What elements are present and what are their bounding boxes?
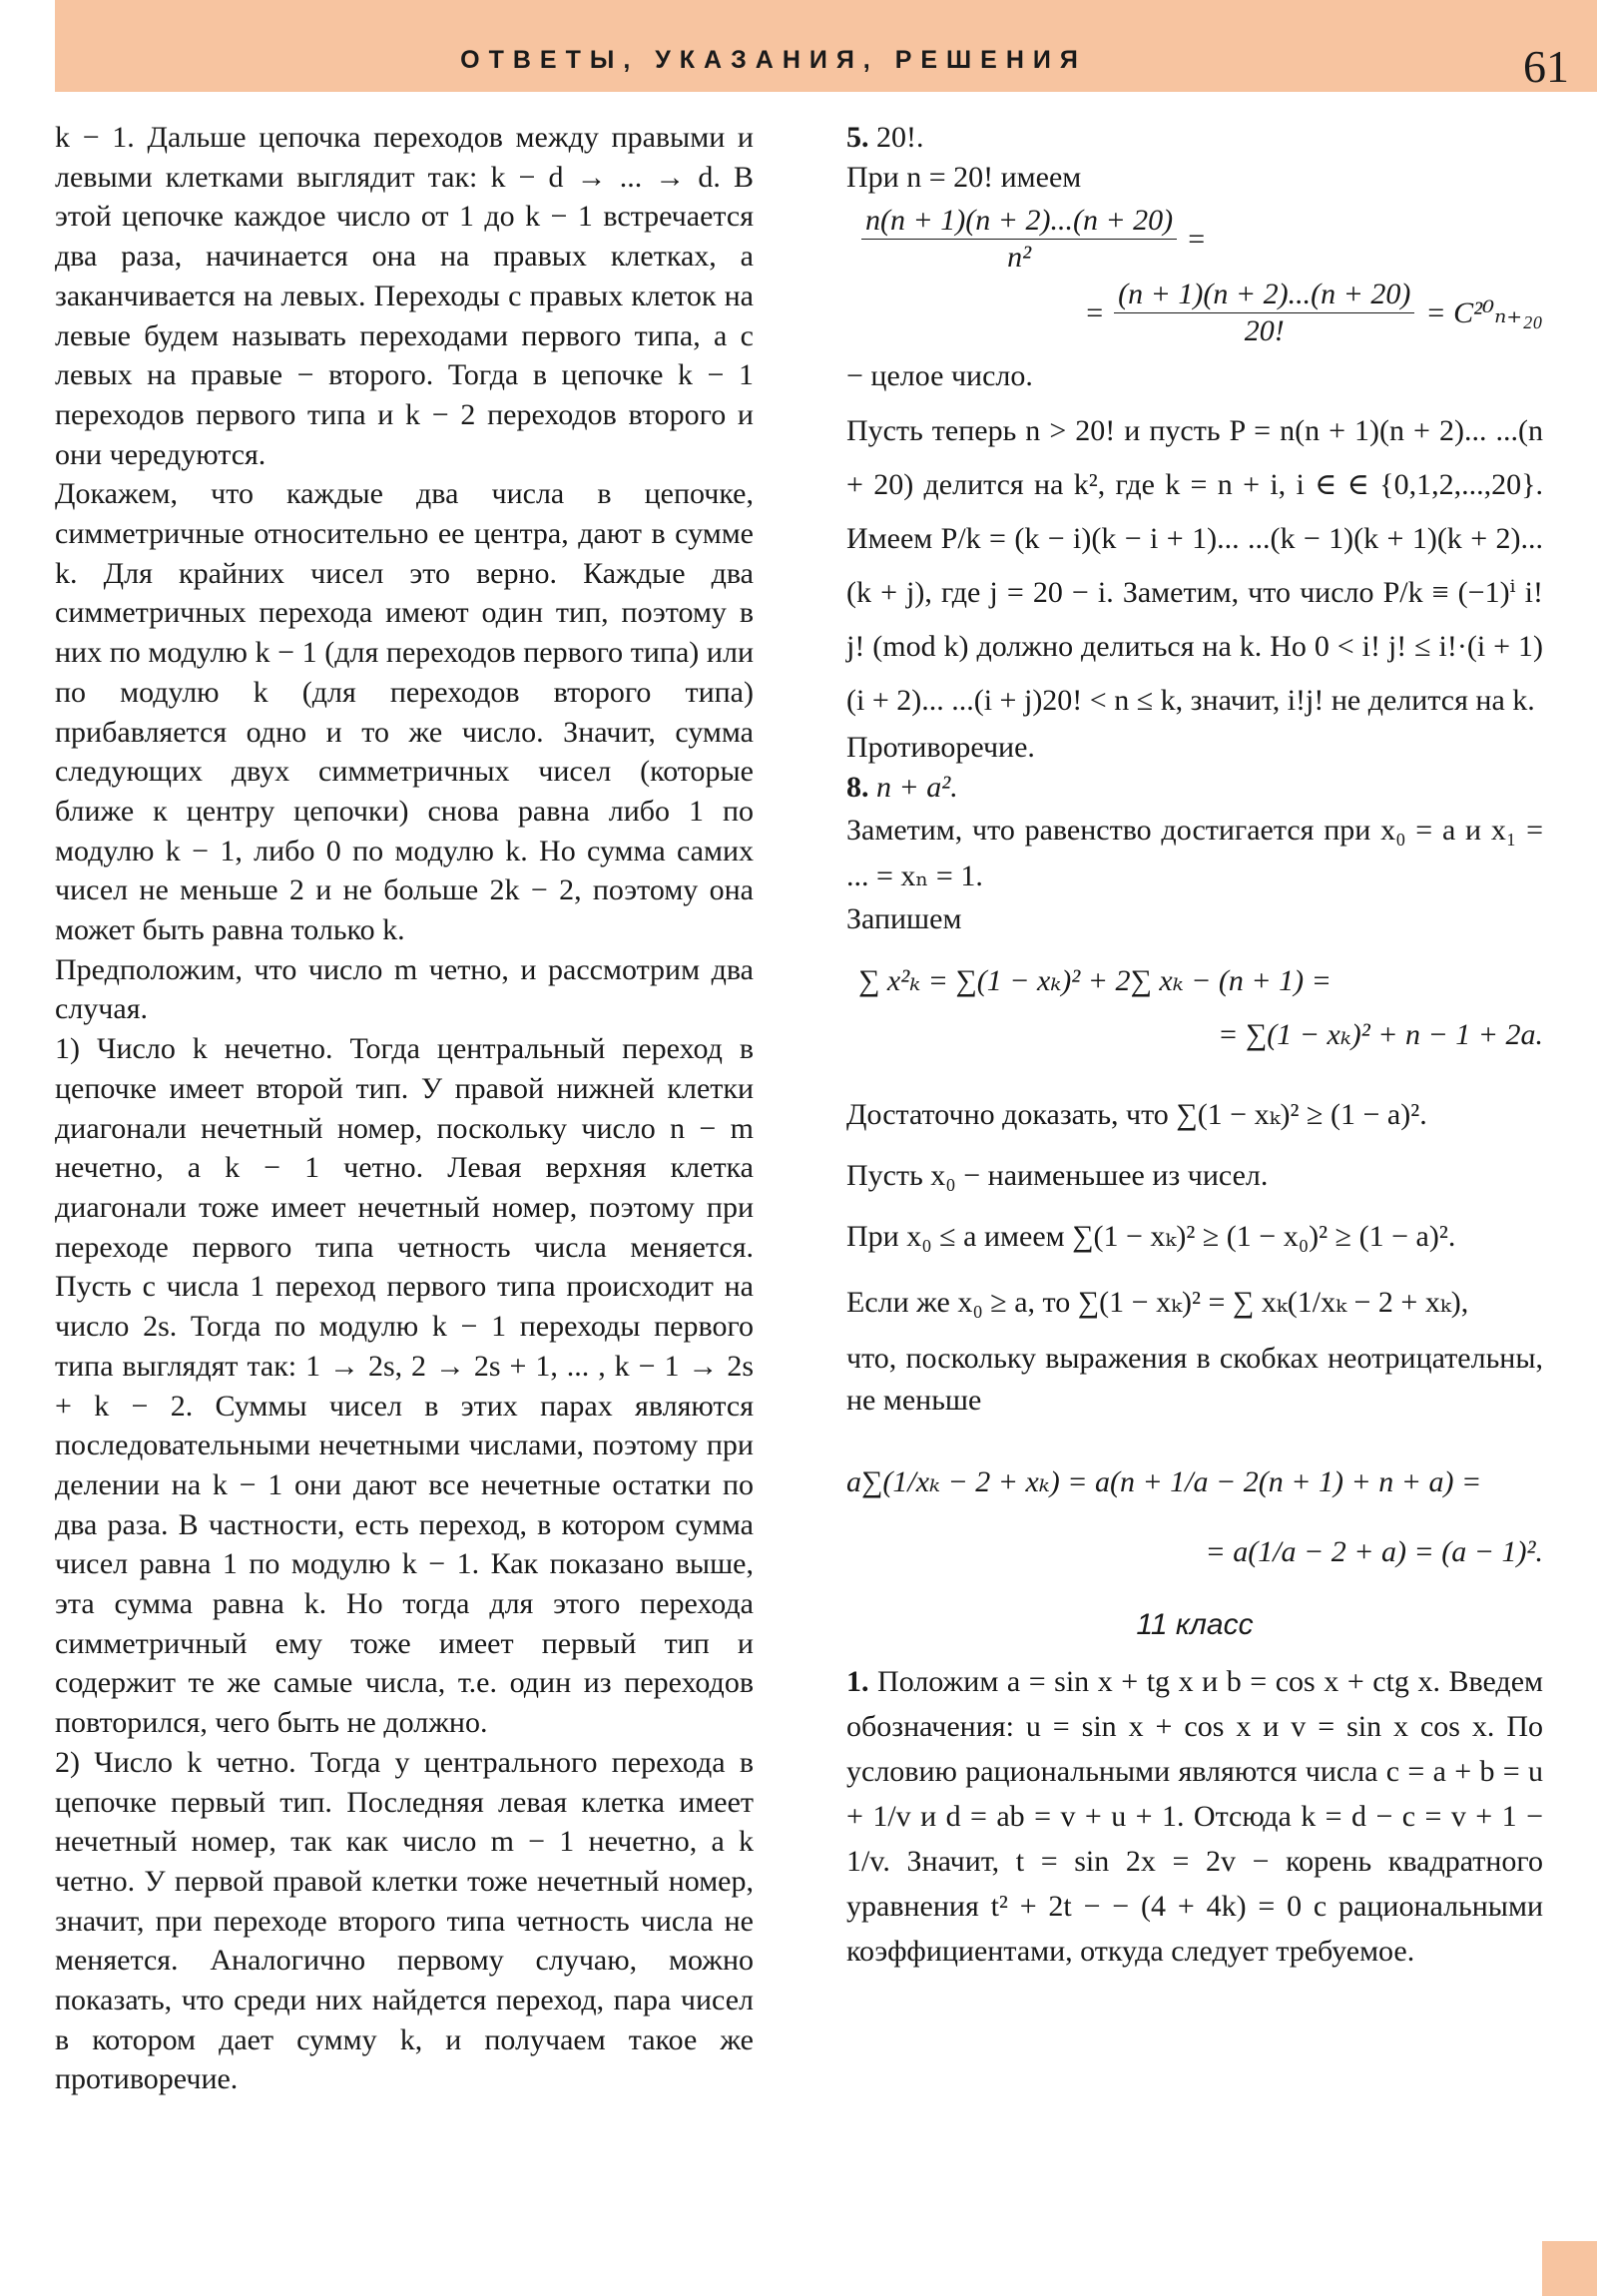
left-paragraph-5: 2) Число k четно. Тогда у центрального перехода в цепочке первый тип. Последняя левая клетка имеет нечетный номер, так как число m − 1 нечетно, а k четно. У первой правой клетки тоже нечетный номер, значит, при переходе второго типа четность числа не меняется. Аналогично первому случаю, можно показать, что среди них найдется переход, пара чисел в котором дает сумму k, и получаем такое же противоречие. bbox=[55, 1745, 754, 2096]
problem-5-number: 5. bbox=[846, 121, 869, 154]
left-paragraph-4: 1) Число k нечетно. Тогда центральный переход в цепочке имеет второй тип. У правой нижней клетки диагонали нечетный номер, поскольку число n − m нечетно, а k − 1 четно. Левая верхняя клетка диагонали тоже имеет нечетный номер, поэтому при переходе первого типа четность числа меняется. Пусть с числа 1 переход первого типа происходит на число 2s. Тогда по модулю k − 1 переходы первого типа выглядят так: 1 → 2s, 2 → 2s + 1, ... , k − 1 → 2s + k − 2. Суммы чисел в этих парах являются последовательными нечетными числами, поэтому при делении на k − 1 они дают все нечетные остатки по два раза. В частности, есть переход, в котором сумма чисел равна 1 по модулю k − 1. Как показано выше, эта сумма равна k. Но тогда для этого перехода симметричный ему тоже имеет первый тип и содержит те же самые числа, т.е. один из переходов повторился, чего быть не должно. bbox=[55, 1032, 754, 1740]
page-header bbox=[55, 0, 1597, 92]
formula-3b: = a(1/a − 2 + a) = (a − 1)². bbox=[1205, 1535, 1543, 1569]
problem-8-line-7: что, поскольку выражения в скобках неотрицательны, не меньше bbox=[846, 1342, 1543, 1418]
formula-3a: a∑(1/xₖ − 2 + xₖ) = a(n + 1/a − 2(n + 1) + n + a) = bbox=[846, 1465, 1482, 1499]
problem-5-paragraph: Пусть теперь n > 20! и пусть P = n(n + 1)(n + 2)... ...(n + 20) делится на k², где k = n + i, i ∈ ∈ {0,1,2,...,20}. Имеем P/k = (k − i)(k − i + 1)... ...(k − 1)(k + 1)(k + 2)...(k + j), где j = 20 − i. Заметим, что число P/k ≡ (−1)ⁱ i! j! (mod k) должно делиться на k. Но 0 < i! j! ≤ i!·(i + 1)(i + 2)... ...(i + j)20! < n ≤ k, значит, i!j! не делится на k. bbox=[846, 414, 1543, 718]
problem-8-line-1: Заметим, что равенство достигается при x₀ = a и x₁ = ... = xₙ = 1. bbox=[846, 813, 1543, 892]
problem-5-line-1: При n = 20! имеем bbox=[846, 160, 1082, 194]
problem-5-conclusion: Противоречие. bbox=[846, 731, 1035, 765]
section-heading: 11 класс bbox=[1136, 1608, 1254, 1642]
running-title: ОТВЕТЫ, УКАЗАНИЯ, РЕШЕНИЯ bbox=[460, 46, 1087, 74]
left-column bbox=[55, 118, 754, 2099]
left-paragraph-1: k − 1. Дальше цепочка переходов между правыми и левыми клетками выглядит так: k − d → ... → d. В этой цепочке каждое число от 1 до k − 1 встречается два раза, начинается она на правых клетках, а заканчивается на левых. Переходы с правых клеток на левые будем называть переходами первого типа, а с левых на правые − второго. Тогда в цепочке k − 1 переходов первого типа и k − 2 переходов второго и они чередуются. bbox=[55, 121, 754, 471]
page-edge-tab bbox=[1542, 2241, 1597, 2296]
problem-1-paragraph: 1. Положим a = sin x + tg x и b = cos x + ctg x. Введем обозначения: u = sin x + cos x и v = sin x cos x. По условию рациональными являются числа c = a + b = u + 1/v и d = ab = v + u + 1. Отсюда k = d − c = v + 1 − 1/v. Значит, t = sin 2x = 2v − корень квадратного уравнения t² + 2t − − (4 + 4k) = 0 с рациональными коэффициентами, откуда следует требуемое. bbox=[846, 1664, 1543, 1968]
problem-1-number: 1. bbox=[846, 1664, 869, 1698]
problem-8-line-5: При x₀ ≤ a имеем ∑(1 − xₖ)² ≥ (1 − x₀)² ≥ (1 − a)². bbox=[846, 1220, 1456, 1254]
left-paragraph-2: Докажем, что каждые два числа в цепочке, симметричные относительно ее центра, дают в сумме k. Для крайних чисел это верно. Каждые два симметричных перехода имеют один тип, поэтому в них по модулю k − 1 (для переходов первого типа) или по модулю k (для переходов второго типа) прибавляется одно и то же число. Значит, сумма следующих двух симметричных чисел (которые ближе к центру цепочки) снова равна либо 1 по модулю k − 1, либо 0 по модулю k. Но сумма самих чисел не меньше 2 и не больше 2k − 2, поэтому она может быть равна только k. bbox=[55, 477, 754, 947]
formula-1a: $\frac{n(n + 1)(n + 2)...(n + 20)}{\text{n²}}$ = bbox=[858, 205, 1543, 273]
formula-2b: = ∑(1 − xₖ)² + n − 1 + 2a. bbox=[1218, 1018, 1543, 1052]
page-number: 61 bbox=[1523, 41, 1569, 92]
right-column bbox=[846, 118, 1543, 1974]
left-paragraph-3: Предположим, что число m четно, и рассмотрим два случая. bbox=[55, 952, 754, 1026]
formula-2a: ∑ x²ₖ = ∑(1 − xₖ)² + 2∑ xₖ − (n + 1) = bbox=[858, 964, 1331, 998]
problem-8-number: 8. bbox=[846, 770, 869, 804]
problem-5-answer: 5. 20!. bbox=[846, 121, 924, 154]
problem-8-answer: 8. n + a². bbox=[846, 770, 958, 804]
formula-1b: = $\frac{(n + 1)(n + 2)...(n + 20)}{20!}$ = C²⁰ₙ₊₂₀ bbox=[1086, 278, 1543, 347]
problem-8-line-3: Достаточно доказать, что ∑(1 − xₖ)² ≥ (1 − a)². bbox=[846, 1098, 1427, 1132]
problem-8-line-2: Запишем bbox=[846, 901, 962, 935]
problem-8-line-6: Если же x₀ ≥ a, то ∑(1 − xₖ)² = ∑ xₖ(1/xₖ − 2 + xₖ), bbox=[846, 1286, 1469, 1320]
problem-5-line-2: − целое число. bbox=[846, 359, 1033, 393]
problem-8-line-4: Пусть x₀ − наименьшее из чисел. bbox=[846, 1159, 1269, 1193]
